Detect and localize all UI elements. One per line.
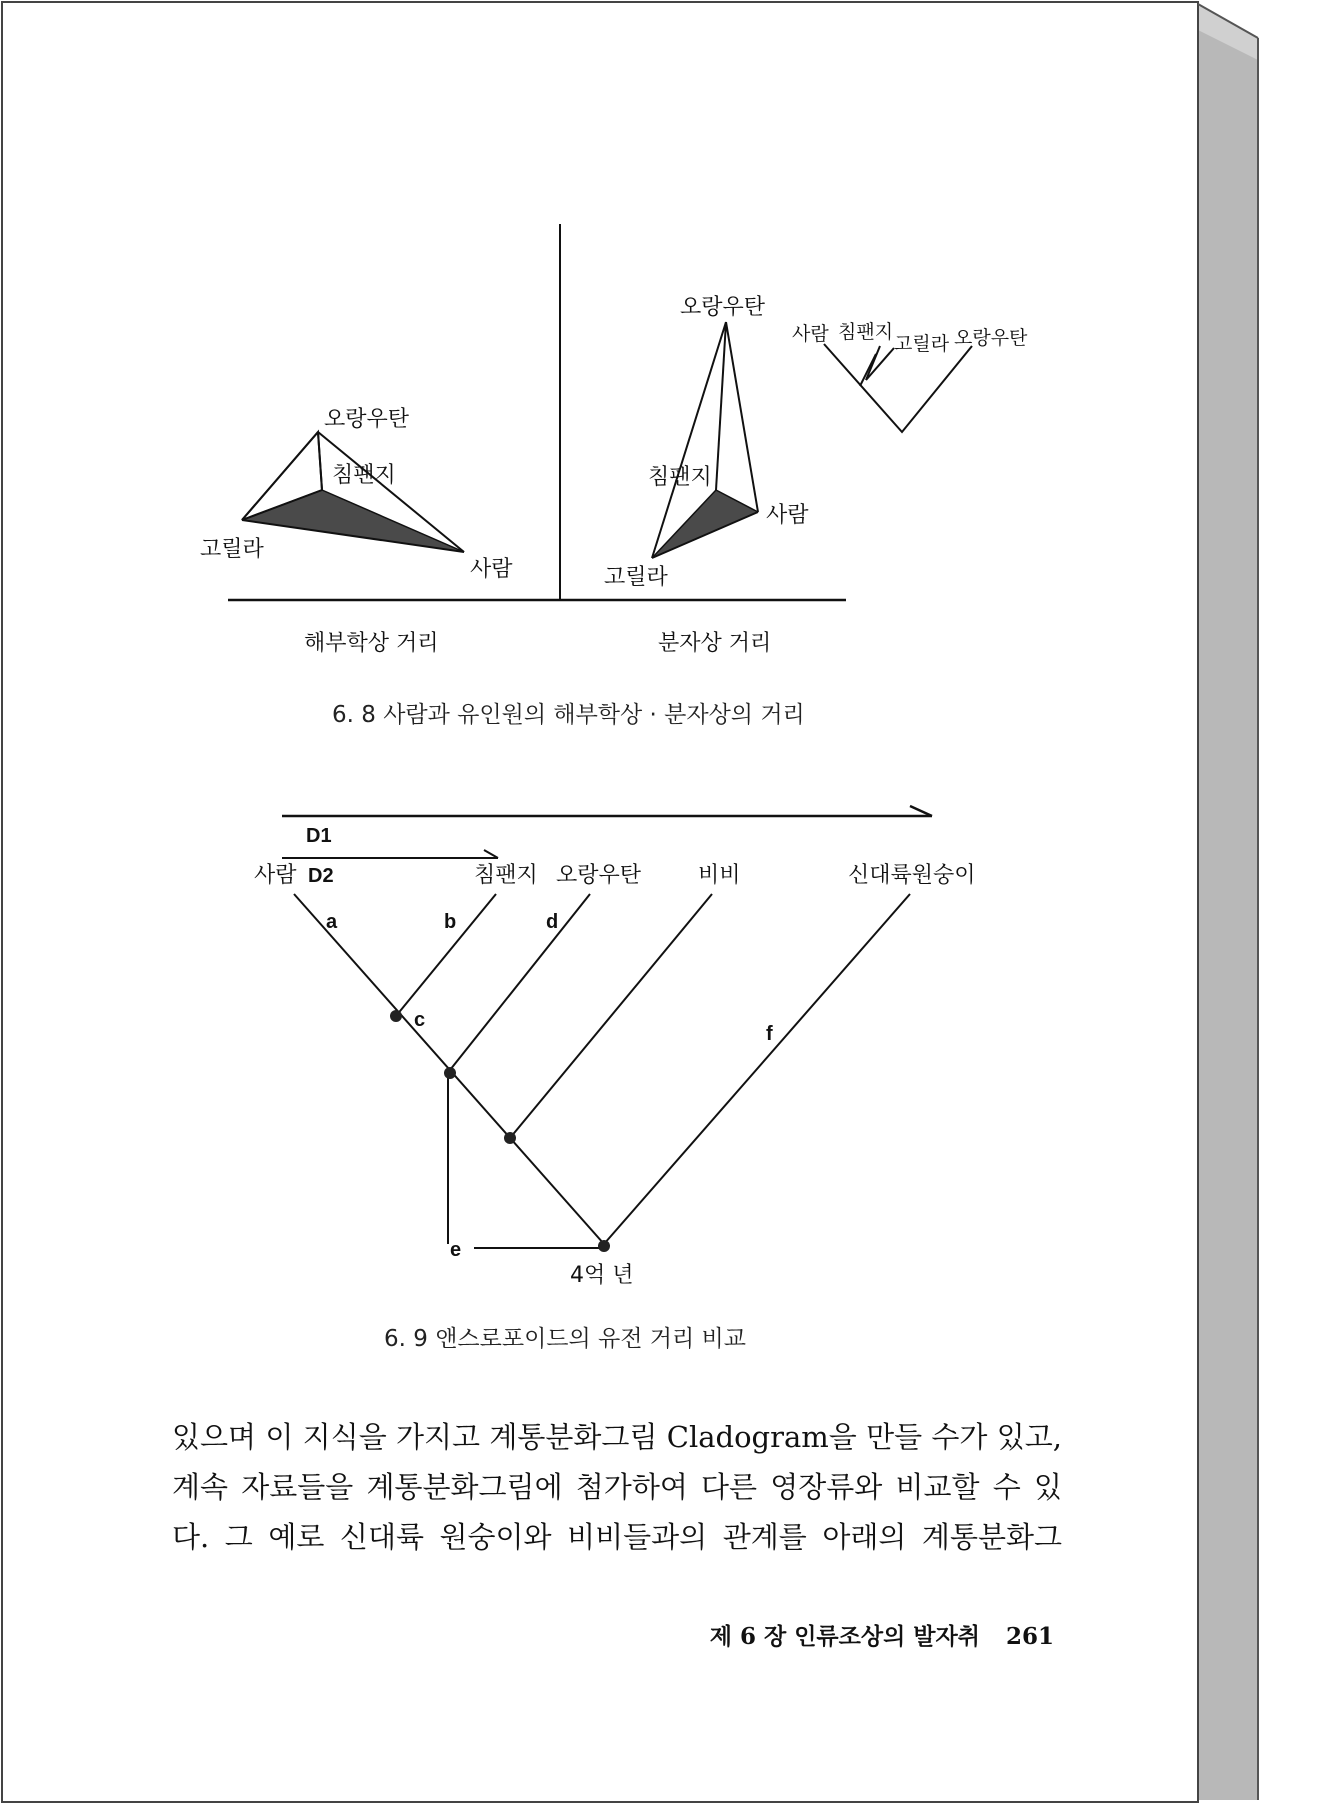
tree-label-gorilla: 고릴라	[894, 333, 950, 355]
fig68-caption: 6. 8 사람과 유인원의 해부학상 · 분자상의 거리	[332, 702, 805, 728]
taxon-orangutan: 오랑우탄	[556, 863, 642, 888]
left-label-chimpanzee: 침팬지	[332, 463, 396, 488]
tree-label-human: 사람	[792, 323, 829, 345]
tree-label-chimpanzee: 침팬지	[838, 321, 894, 343]
taxon-new-world-monkey: 신대륙원숭이	[848, 863, 976, 888]
branch-a: a	[326, 911, 338, 933]
right-label-human: 사람	[766, 503, 809, 528]
figure-6-8	[4, 4, 1194, 744]
branch-f: f	[766, 1023, 773, 1045]
body-paragraph	[172, 1412, 1062, 1562]
node-baboon	[504, 1132, 516, 1144]
tree-label-orangutan: 오랑우탄	[954, 327, 1028, 349]
figure-6-9	[4, 744, 1194, 1394]
left-label-human: 사람	[470, 557, 513, 582]
node-root	[598, 1240, 610, 1252]
page-number: 261	[1005, 1623, 1054, 1650]
page-footer	[604, 1618, 1054, 1651]
branch-c: c	[414, 1009, 426, 1031]
branch-e: e	[450, 1239, 462, 1261]
d2-label: D2	[308, 865, 334, 887]
right-label-orangutan: 오랑우탄	[680, 295, 766, 320]
right-label-gorilla: 고릴라	[604, 565, 668, 590]
book-page	[4, 4, 1194, 1800]
d1-label: D1	[306, 825, 332, 847]
molecular-distance-shape	[652, 322, 758, 558]
fig69-caption: 6. 9 앤스로포이드의 유전 거리 비교	[384, 1326, 746, 1352]
taxon-baboon: 비비	[698, 863, 741, 888]
chapter-title: 제 6 장 인류조상의 발자취	[709, 1623, 980, 1650]
time-label: 4억 년	[570, 1263, 634, 1288]
body-line: 계속 자료들을 계통분화그림에 첨가하여 다른 영장류와 비교할 수 있	[172, 1470, 1062, 1504]
cladogram-nodes	[390, 1010, 610, 1252]
body-line: 있으며 이 지식을 가지고 계통분화그림 Cladogram을 만들 수가 있고,	[172, 1420, 1062, 1454]
taxon-human: 사람	[254, 863, 297, 888]
right-label-chimpanzee: 침팬지	[648, 465, 712, 490]
right-axis-label: 분자상 거리	[658, 631, 772, 656]
taxon-chimpanzee: 침팬지	[474, 863, 538, 888]
branch-d: d	[546, 911, 559, 933]
left-axis-label: 해부학상 거리	[304, 631, 439, 656]
left-label-gorilla: 고릴라	[200, 537, 264, 562]
left-label-orangutan: 오랑우탄	[324, 407, 410, 432]
hominoid-tree	[824, 344, 972, 432]
anatomical-distance-shape	[242, 432, 464, 552]
node-c	[390, 1010, 402, 1022]
node-d	[444, 1067, 456, 1079]
body-line: 다. 그 예로 신대륙 원숭이와 비비들과의 관계를 아래의 계통분화그	[172, 1520, 1062, 1554]
cladogram-branches	[294, 894, 910, 1248]
branch-b: b	[444, 911, 457, 933]
